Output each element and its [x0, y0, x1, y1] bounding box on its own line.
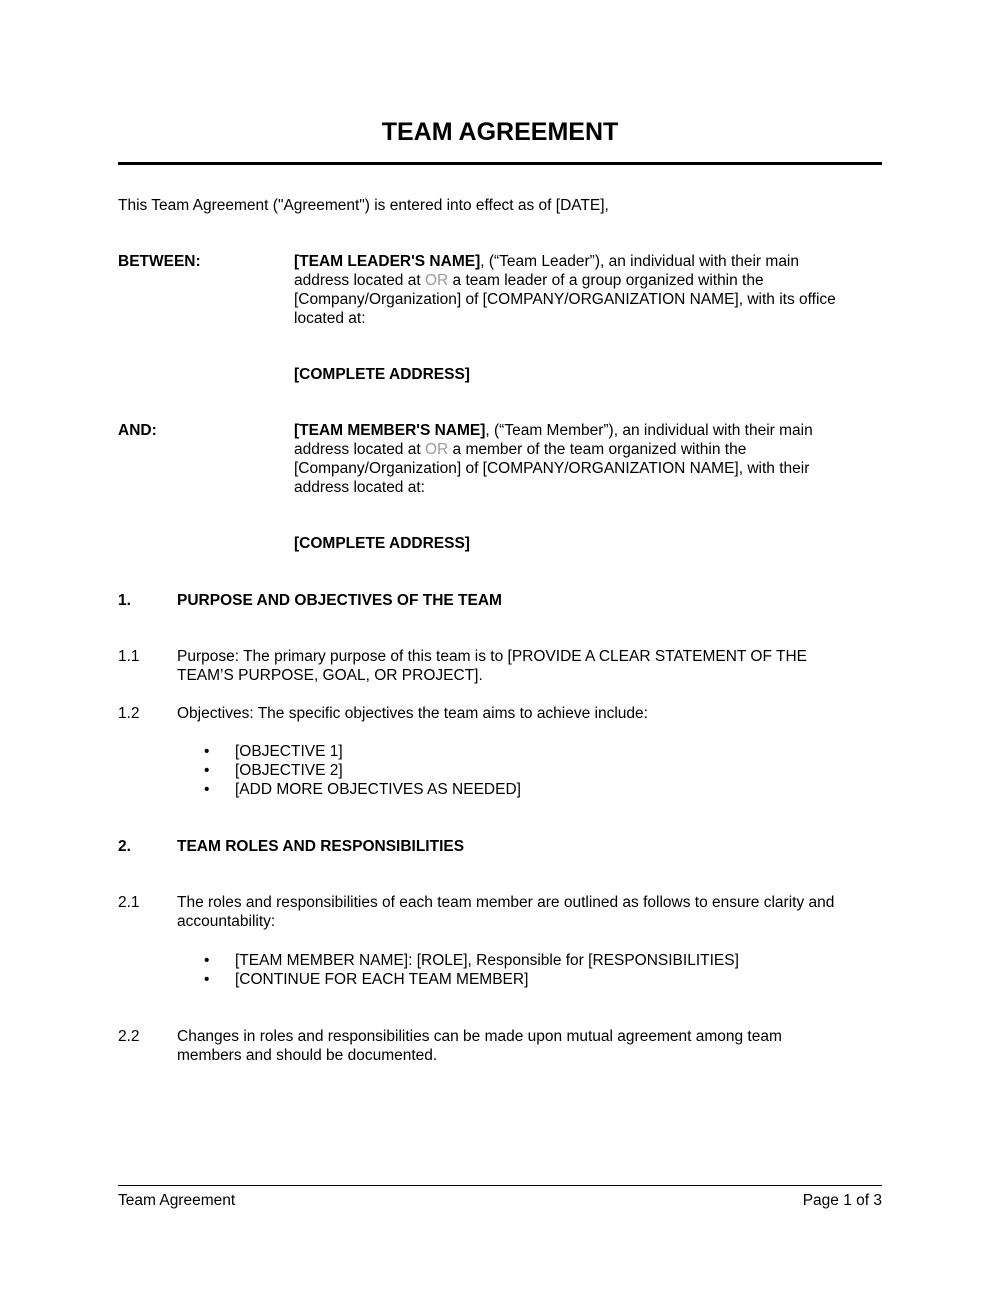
or-option-text: OR — [424, 441, 449, 458]
bullet-icon: • — [204, 952, 210, 969]
member-address-placeholder: [COMPLETE ADDRESS] — [294, 535, 470, 552]
clause-1-1-line-1: Purpose: The primary purpose of this team is to [PROVIDE A CLEAR STATEMENT OF THE — [177, 648, 807, 665]
or-option-text: OR — [424, 272, 449, 289]
and-line-2b: a member of the team organized within the — [448, 441, 747, 458]
section-2-number: 2. — [118, 838, 131, 855]
bullet-icon: • — [204, 762, 210, 779]
clause-2-1-line-2: accountability: — [177, 913, 276, 930]
list-item: [OBJECTIVE 1] — [235, 743, 343, 760]
and-line-1-text: , (“Team Member”), an individual with their main — [485, 422, 813, 439]
leader-address-placeholder: [COMPLETE ADDRESS] — [294, 366, 470, 383]
between-party-line-1 — [294, 252, 799, 271]
bullet-icon: • — [204, 743, 210, 760]
clause-1-1-number: 1.1 — [118, 648, 140, 665]
section-1-heading: PURPOSE AND OBJECTIVES OF THE TEAM — [177, 592, 502, 609]
between-line-1-text: , (“Team Leader”), an individual with their main — [480, 253, 799, 270]
clause-2-2-line-1: Changes in roles and responsibilities can be made upon mutual agreement among team — [177, 1028, 782, 1045]
clause-1-1-line-2: TEAM’S PURPOSE, GOAL, OR PROJECT]. — [177, 667, 483, 684]
between-label: BETWEEN: — [118, 253, 201, 270]
between-party-line-2 — [294, 271, 764, 290]
clause-2-1-number: 2.1 — [118, 894, 140, 911]
between-line-2a: address located at — [294, 272, 425, 289]
list-item: [OBJECTIVE 2] — [235, 762, 343, 779]
clause-1-2-number: 1.2 — [118, 705, 140, 722]
clause-2-1-line-1: The roles and responsibilities of each team member are outlined as follows to ensure clarity and — [177, 894, 835, 911]
intro-paragraph: This Team Agreement ("Agreement") is entered into effect as of [DATE], — [118, 197, 609, 214]
list-item: [ADD MORE OBJECTIVES AS NEEDED] — [235, 781, 521, 798]
list-item: [CONTINUE FOR EACH TEAM MEMBER] — [235, 971, 529, 988]
and-line-2a: address located at — [294, 441, 425, 458]
title-divider — [118, 162, 882, 165]
bullet-icon: • — [204, 781, 210, 798]
list-item: [TEAM MEMBER NAME]: [ROLE], Responsible for [RESPONSIBILITIES] — [235, 952, 739, 969]
and-label: AND: — [118, 422, 157, 439]
clause-2-2-number: 2.2 — [118, 1028, 140, 1045]
footer-page-number: Page 1 of 3 — [802, 1192, 882, 1209]
between-party-line-4: located at: — [294, 310, 366, 327]
clause-2-2-line-2: members and should be documented. — [177, 1047, 438, 1064]
section-1-number: 1. — [118, 592, 131, 609]
bullet-icon: • — [204, 971, 210, 988]
and-party-line-3: [Company/Organization] of [COMPANY/ORGANIZATION NAME], with their — [294, 460, 810, 477]
team-leader-name-placeholder: [TEAM LEADER'S NAME] — [294, 253, 481, 270]
footer-document-name: Team Agreement — [118, 1192, 236, 1209]
clause-1-2-text: Objectives: The specific objectives the team aims to achieve include: — [177, 705, 648, 722]
and-party-line-2 — [294, 440, 746, 459]
footer-divider — [118, 1185, 882, 1186]
between-line-2b: a team leader of a group organized within the — [448, 272, 764, 289]
document-title: TEAM AGREEMENT — [381, 118, 619, 146]
team-member-name-placeholder: [TEAM MEMBER'S NAME] — [294, 422, 486, 439]
and-party-line-1 — [294, 421, 813, 440]
and-party-line-4: address located at: — [294, 479, 425, 496]
between-party-line-3: [Company/Organization] of [COMPANY/ORGANIZATION NAME], with its office — [294, 291, 836, 308]
section-2-heading: TEAM ROLES AND RESPONSIBILITIES — [177, 838, 465, 855]
